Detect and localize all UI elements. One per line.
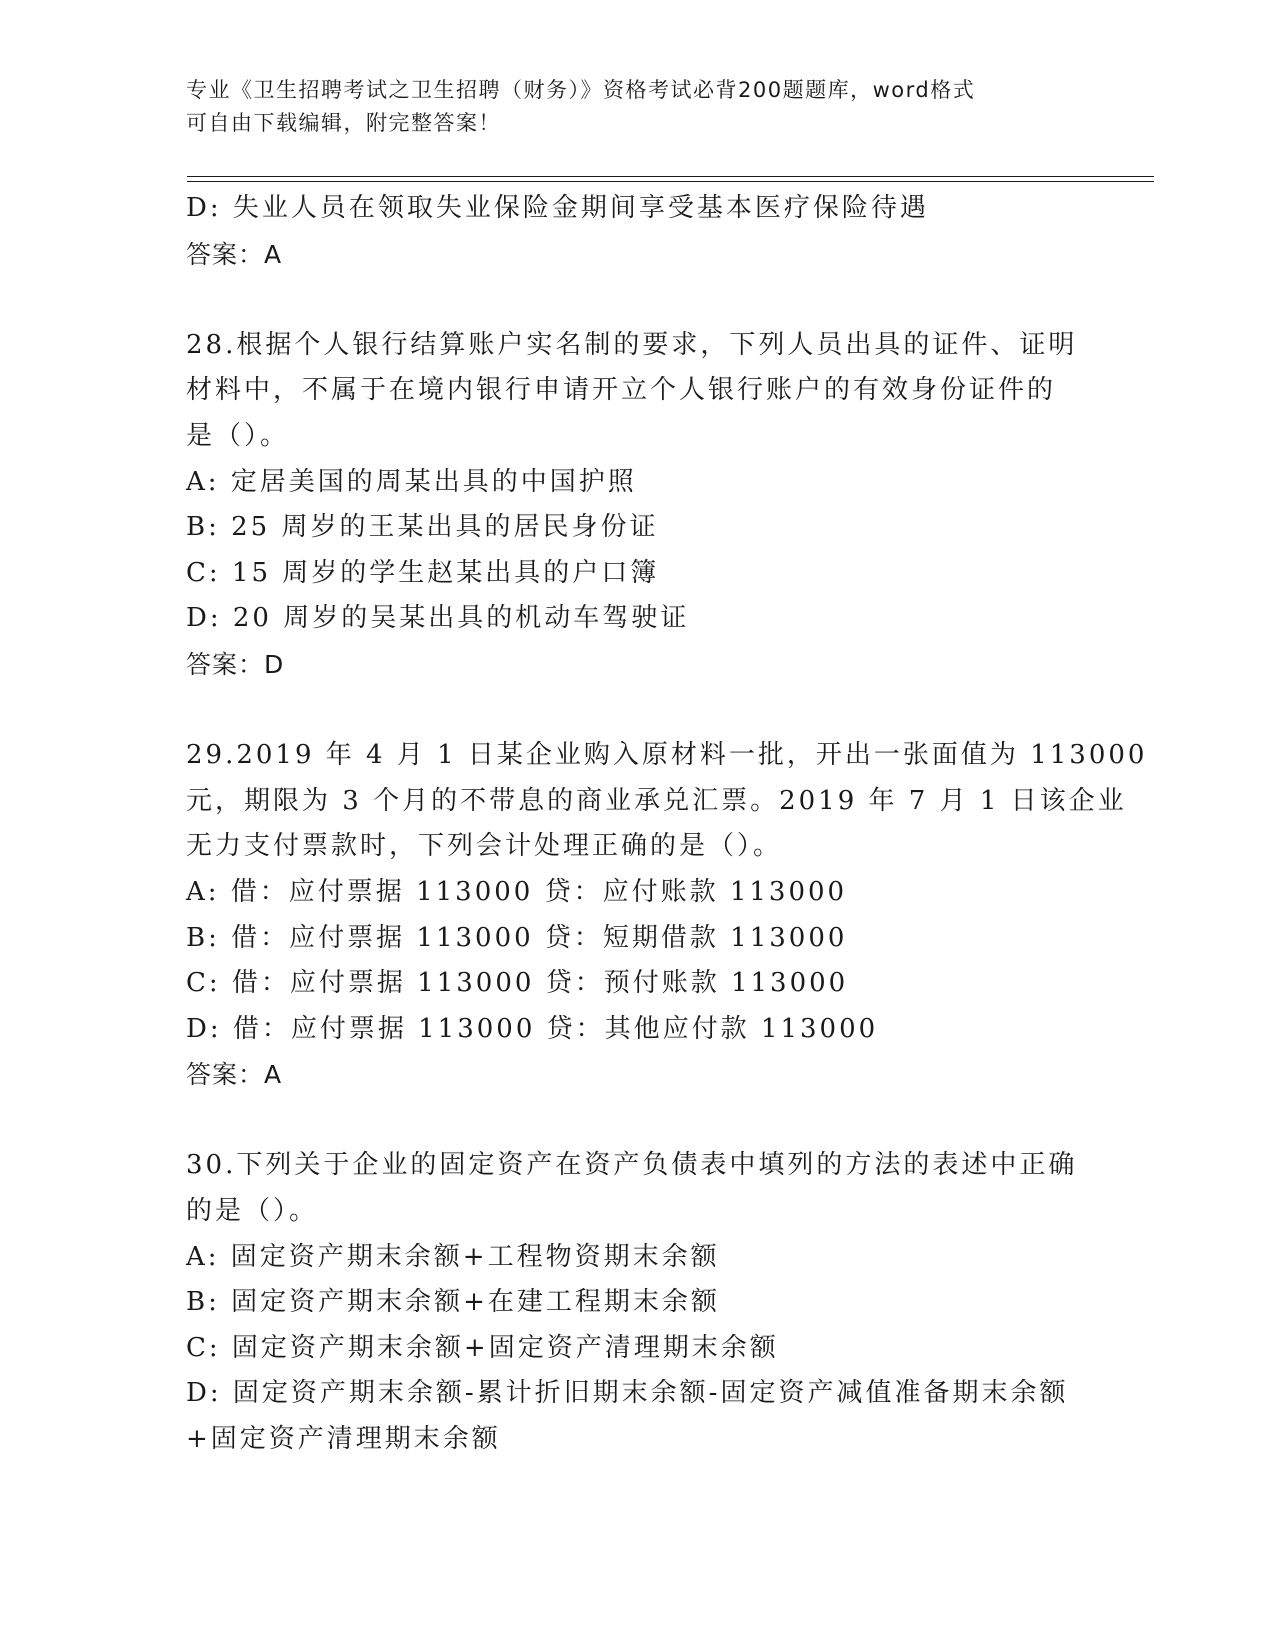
- question-28-option-d: D: 20 周岁的吴某出具的机动车驾驶证: [186, 603, 690, 634]
- question-30: [186, 1143, 1086, 1462]
- header-divider-top: [187, 176, 1154, 177]
- spacer: [186, 1098, 1086, 1144]
- question-29-option-a: A: 借：应付票据 113000 贷：应付账款 113000: [186, 876, 848, 907]
- prev-option-d: D: 失业人员在领取失业保险金期间享受基本医疗保险待遇: [186, 193, 929, 223]
- page-header: [186, 74, 1076, 140]
- header-divider-bottom: [187, 181, 1154, 182]
- question-28: [186, 323, 1086, 688]
- prev-answer: 答案：A: [186, 239, 283, 269]
- question-28-stem-line-1: 28.根据个人银行结算账户实名制的要求，下列人员出具的证件、证明: [186, 329, 1078, 360]
- question-29-option-d: D: 借：应付票据 113000 贷：其他应付款 113000: [186, 1013, 879, 1044]
- header-title-line-1: 专业《卫生招聘考试之卫生招聘（财务）》资格考试必背200题题库，word格式: [186, 78, 976, 102]
- question-28-option-c: C: 15 周岁的学生赵某出具的户口簿: [186, 557, 660, 588]
- question-content: [186, 186, 1148, 1463]
- question-30-stem-line-2: 的是（）。: [186, 1196, 319, 1227]
- question-30-option-d-continued: +固定资产清理期末余额: [186, 1424, 501, 1455]
- question-30-stem-line-1: 30.下列关于企业的固定资产在资产负债表中填列的方法的表述中正确: [186, 1150, 1078, 1181]
- question-29-option-c: C: 借：应付票据 113000 贷：预付账款 113000: [186, 968, 849, 999]
- spacer: [186, 277, 1086, 323]
- question-30-option-c: C: 固定资产期末余额+固定资产清理期末余额: [186, 1332, 779, 1363]
- question-28-option-a: A: 定居美国的周某出具的中国护照: [186, 466, 637, 497]
- question-29-option-b: B: 借：应付票据 113000 贷：短期借款 113000: [186, 922, 848, 953]
- question-30-option-a: A: 固定资产期末余额+工程物资期末余额: [186, 1241, 720, 1272]
- question-28-stem-line-3: 是（）。: [186, 420, 290, 451]
- question-29-answer: 答案：A: [186, 1060, 283, 1090]
- question-29: [186, 733, 1148, 1098]
- question-29-stem-line-3: 无力支付票款时，下列会计处理正确的是（）。: [186, 831, 783, 862]
- question-29-stem-line-2: 元，期限为 3 个月的不带息的商业承兑汇票。2019 年 7 月 1 日该企业: [186, 785, 1127, 816]
- spacer: [186, 688, 1086, 734]
- question-29-stem-line-1: 29.2019 年 4 月 1 日某企业购入原材料一批，开出一张面值为 113000: [186, 740, 1148, 771]
- question-30-option-d: D: 固定资产期末余额-累计折旧期末余额-固定资产减值准备期末余额: [186, 1378, 1069, 1409]
- question-30-option-b: B: 固定资产期末余额+在建工程期末余额: [186, 1287, 720, 1318]
- header-title-line-2: 可自由下载编辑，附完整答案！: [186, 111, 501, 135]
- question-28-option-b: B: 25 周岁的王某出具的居民身份证: [186, 512, 659, 543]
- question-28-stem-line-2: 材料中，不属于在境内银行申请开立个人银行账户的有效身份证件的: [186, 375, 1057, 406]
- question-28-answer: 答案：D: [186, 649, 285, 679]
